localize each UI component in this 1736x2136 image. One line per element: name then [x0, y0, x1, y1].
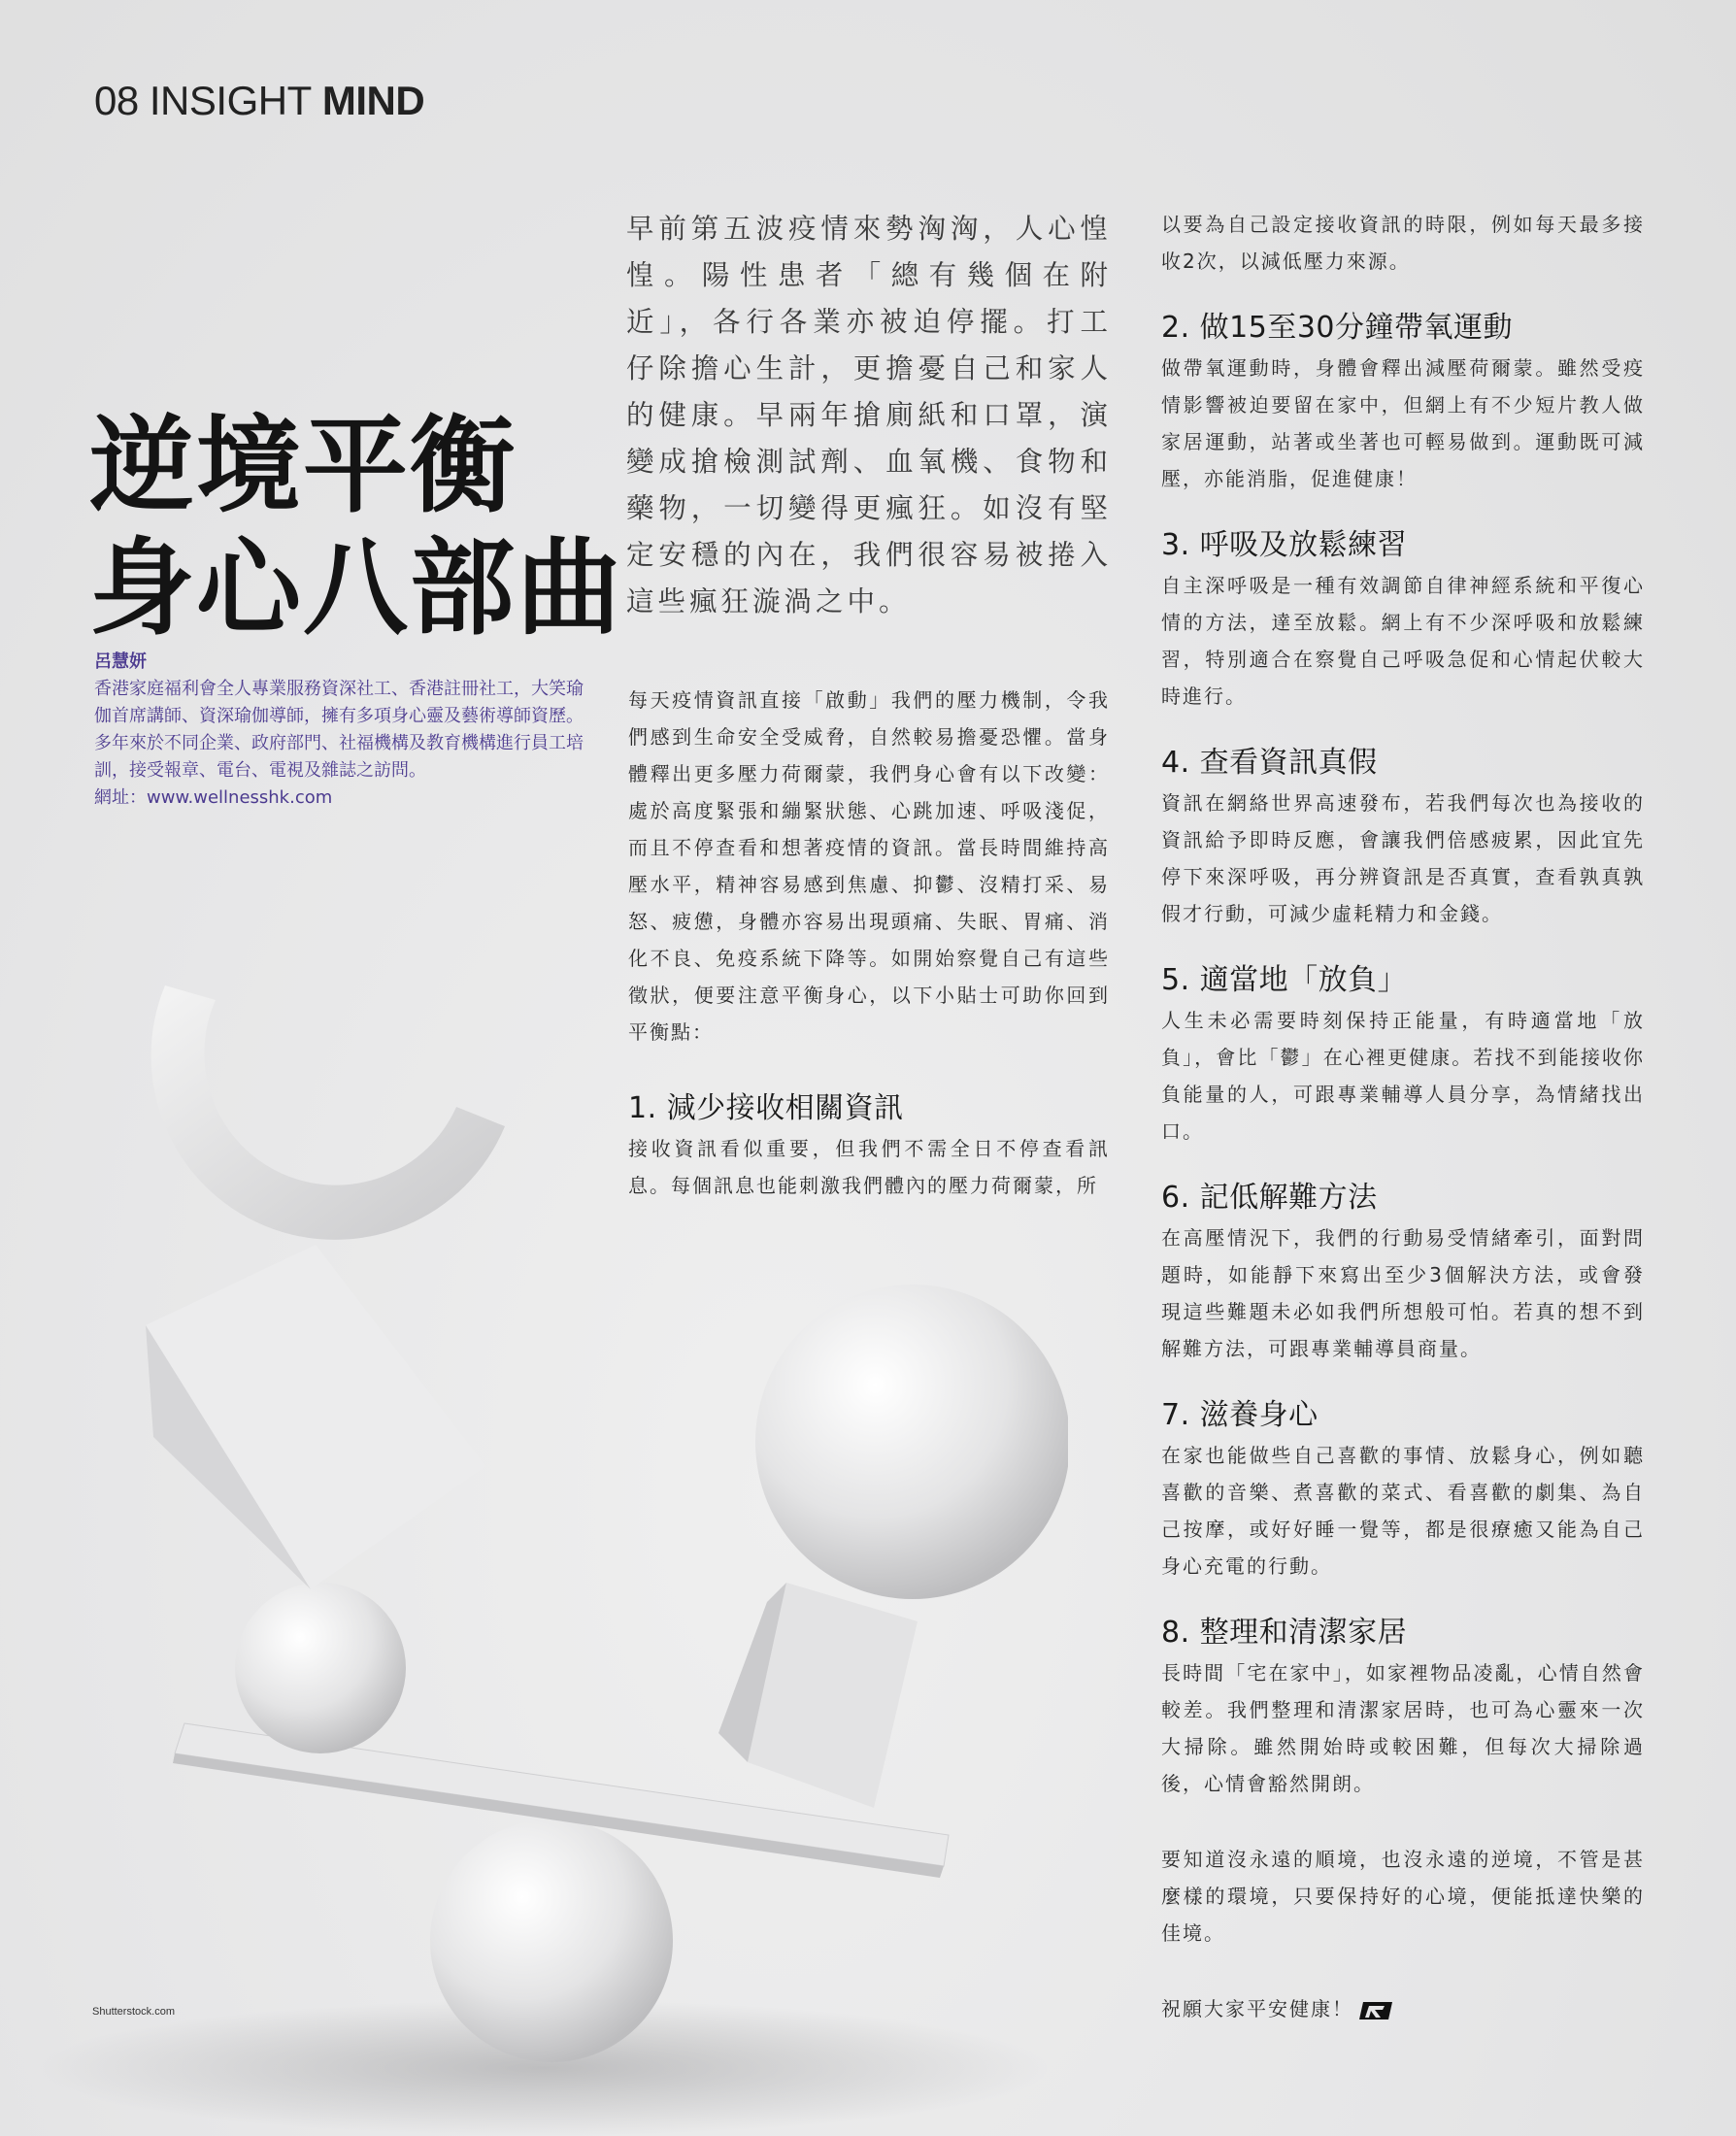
tip-text-4: 資訊在網絡世界高速發布，若我們每次也為接收的資訊給予即時反應，會讓我們倍感疲累，因此宜先停下來深呼吸，再分辨資訊是否真實，查看孰真孰假才行動，可減少虛耗精力和金錢。 — [1161, 791, 1645, 925]
half-ring — [151, 985, 505, 1240]
page-header — [94, 78, 424, 124]
tip-text-3: 自主深呼吸是一種有效調節自律神經系統和平復心情的方法，達至放鬆。網上有不少深呼吸和放鬆練習，特別適合在察覺自己呼吸急促和心情起伏較大時進行。 — [1161, 574, 1645, 708]
author-website: 網址：www.wellnesshk.com — [94, 787, 333, 808]
tip-heading-6: 6. 記低解難方法 — [1161, 1181, 1378, 1215]
article-title — [89, 406, 633, 651]
tip-heading-2: 2. 做15至30分鐘帶氧運動 — [1161, 311, 1514, 345]
title-line-1: 逆境平衡 — [89, 406, 517, 527]
tip-heading-3: 3. 呼吸及放鬆練習 — [1161, 528, 1408, 562]
tip-text-7: 在家也能做些自己喜歡的事情、放鬆身心，例如聽喜歡的音樂、煮喜歡的菜式、看喜歡的劇集、為自己按摩，或好好睡一覺等，都是很療癒又能為自己身心充電的行動。 — [1161, 1444, 1645, 1578]
body-intro: 每天疫情資訊直接「啟動」我們的壓力機制，令我們感到生命安全受威脅，自然較易擔憂恐懼。當身體釋出更多壓力荷爾蒙，我們身心會有以下改變：處於高度緊張和繃緊狀態、心跳加速、呼吸淺促，而且不停查看和想著疫情的資訊。當長時間維持高壓水平，精神容易感到焦慮、抑鬱、沒精打采、易怒、疲憊，身體亦容易出現頭痛、失眠、胃痛、消化不良、免疫系統下降等。如開始察覺自己有這些徵狀，便要注意平衡身心，以下小貼士可助你回到平衡點： — [628, 688, 1110, 1044]
section-name: INSIGHT — [149, 78, 312, 123]
tip-text-1: 接收資訊看似重要，但我們不需全日不停查看訊息。每個訊息也能刺激我們體內的壓力荷爾蒙，所 — [628, 1137, 1110, 1197]
tip-heading-4: 4. 查看資訊真假 — [1161, 746, 1378, 780]
body-column-3 — [1161, 206, 1645, 2027]
author-block — [94, 649, 589, 812]
magazine-logo-icon — [1359, 2000, 1396, 2021]
body-column-2 — [628, 682, 1110, 1204]
small-sphere — [235, 1583, 406, 1753]
page-number: 08 — [94, 78, 139, 123]
large-sphere — [755, 1285, 1068, 1599]
photo-credit: Shutterstock.com — [92, 2006, 175, 2018]
closing-paragraph: 要知道沒永遠的順境，也沒永遠的逆境，不管是甚麼樣的環境，只要保持好的心境，便能抵達快樂的佳境。 — [1161, 1848, 1645, 1945]
title-line-2: 身心八部曲 — [89, 528, 624, 650]
tip-heading-8: 8. 整理和清潔家居 — [1161, 1616, 1408, 1650]
tip-heading-5: 5. 適當地「放負」 — [1161, 963, 1408, 997]
tip-text-2: 做帶氧運動時，身體會釋出減壓荷爾蒙。雖然受疫情影響被迫要留在家中，但網上有不少短片教人做家居運動，站著或坐著也可輕易做到。運動既可減壓，亦能消脂，促進健康！ — [1161, 356, 1645, 490]
tip-text-1-continued: 以要為自己設定接收資訊的時限，例如每天最多接收2次，以減低壓力來源。 — [1161, 213, 1645, 273]
lead-paragraph: 早前第五波疫情來勢洶洶，人心惶惶。陽性患者「總有幾個在附近」，各行各業亦被迫停擺。打工仔除擔心生計，更擔憂自己和家人的健康。早兩年搶廁紙和口罩，演變成搶檢測試劑、血氧機、食物和藥物，一切變得更瘋狂。如沒有堅定安穩的內在，我們很容易被捲入這些瘋狂漩渦之中。 — [626, 213, 1112, 617]
tip-heading-7: 7. 滋養身心 — [1161, 1398, 1319, 1432]
signoff — [1161, 1990, 1645, 2027]
author-bio: 香港家庭福利會全人專業服務資深社工、香港註冊社工，大笑瑜伽首席講師、資深瑜伽導師，擁有多項身心靈及藝術導師資歷。多年來於不同企業、政府部門、社福機構及教育機構進行員工培訓，接受報章、電台、電視及雜誌之訪問。 — [94, 679, 584, 781]
category-name: MIND — [321, 78, 425, 123]
author-name: 呂慧妍 — [94, 651, 147, 672]
tip-text-8: 長時間「宅在家中」，如家裡物品凌亂，心情自然會較差。我們整理和清潔家居時，也可為心靈來一次大掃除。雖然開始時或較困難，但每次大掃除過後，心情會豁然開朗。 — [1161, 1661, 1645, 1795]
tip-text-5: 人生未必需要時刻保持正能量，有時適當地「放負」，會比「鬱」在心裡更健康。若找不到能接收你負能量的人，可跟專業輔導人員分享，為情緒找出口。 — [1161, 1009, 1645, 1143]
bottom-sphere — [430, 1819, 673, 2062]
tip-text-6: 在高壓情況下，我們的行動易受情緒牽引，面對問題時，如能靜下來寫出至少3個解決方法，或會發現這些難題未必如我們所想般可怕。若真的想不到解難方法，可跟專業輔導員商量。 — [1161, 1226, 1645, 1360]
signoff-text: 祝願大家平安健康！ — [1161, 1997, 1353, 2020]
tip-heading-1: 1. 減少接收相關資訊 — [628, 1091, 904, 1125]
